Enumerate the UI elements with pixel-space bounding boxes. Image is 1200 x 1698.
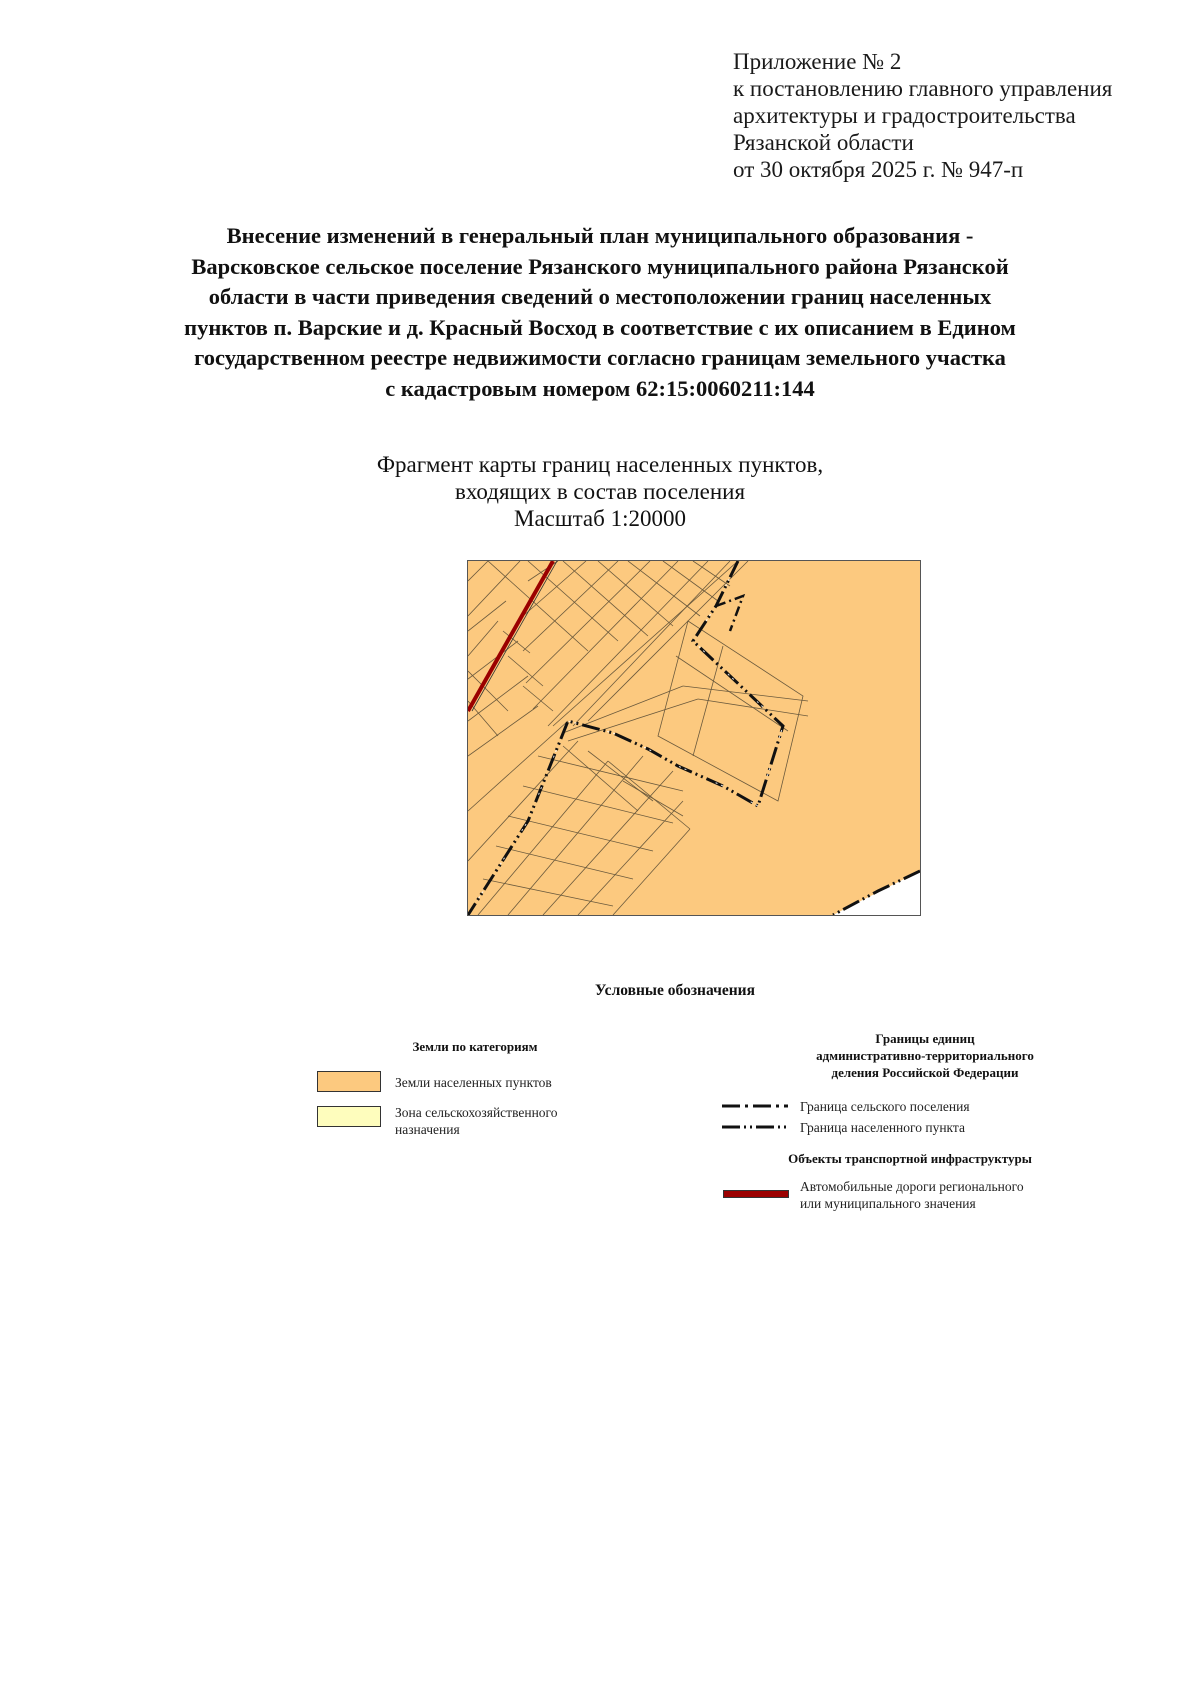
map-fragment: [467, 560, 921, 916]
title-line: Внесение изменений в генеральный план муниципального образования -: [226, 223, 974, 248]
map-scale: Масштаб 1:20000: [514, 506, 686, 531]
boundaries-heading-line: Границы единиц: [875, 1031, 975, 1046]
settlement-land-area: [468, 561, 920, 915]
settlement-land-label: Земли населенных пунктов: [395, 1075, 552, 1090]
boundaries-heading-line: административно-территориального: [816, 1048, 1034, 1063]
map-drawing: [468, 561, 920, 915]
title-line: государственном реестре недвижимости согласно границам земельного участка: [194, 345, 1006, 370]
appendix-header: [733, 48, 1173, 183]
settlement-land-swatch: [317, 1071, 381, 1092]
title-line: области в части приведения сведений о местоположении границ населенных: [208, 284, 992, 309]
caption-line: входящих в состав поселения: [454, 479, 746, 504]
agricultural-zone-label-line: Зона сельскохозяйственного: [395, 1105, 558, 1120]
legend-title: Условные обозначения: [594, 982, 755, 999]
agricultural-zone-label: [395, 1104, 558, 1138]
title-line: с кадастровым номером 62:15:0060211:144: [385, 375, 815, 401]
regional-road-label: [800, 1178, 1024, 1212]
appendix-line: архитектуры и градостроительства: [733, 103, 1076, 128]
caption-line: Фрагмент карты границ населенных пунктов,: [376, 452, 824, 477]
title-line: Варсковское сельское поселение Рязанского муниципального района Рязанской: [191, 253, 1009, 279]
rural-settlement-boundary-label: Граница сельского поселения: [800, 1099, 970, 1114]
agricultural-zone-swatch: [317, 1106, 381, 1127]
regional-road-swatch: [723, 1190, 789, 1198]
boundary-line-icons: [720, 1098, 790, 1138]
regional-road-label-line: Автомобильные дороги регионального: [800, 1179, 1024, 1194]
settlement-boundary-label: Граница населенного пункта: [800, 1120, 965, 1135]
appendix-line: Приложение № 2: [733, 49, 902, 74]
boundaries-heading-line: деления Российской Федерации: [831, 1065, 1019, 1080]
regional-road-label-line: или муниципального значения: [800, 1196, 976, 1211]
appendix-line: Рязанской области: [733, 130, 914, 155]
title-line: пунктов п. Варские и д. Красный Восход в соответствие с их описанием в Едином: [184, 314, 1016, 340]
transport-heading: Объекты транспортной инфраструктуры: [788, 1151, 1032, 1166]
map-caption: [300, 451, 900, 532]
boundaries-heading: [760, 1030, 1090, 1081]
agricultural-zone-label-line: назначения: [395, 1122, 460, 1137]
appendix-line: к постановлению главного управления: [733, 76, 1113, 101]
document-title: [150, 221, 1050, 404]
appendix-line: от 30 октября 2025 г. № 947-п: [733, 157, 1024, 182]
land-categories-heading: Земли по категориям: [412, 1039, 538, 1054]
